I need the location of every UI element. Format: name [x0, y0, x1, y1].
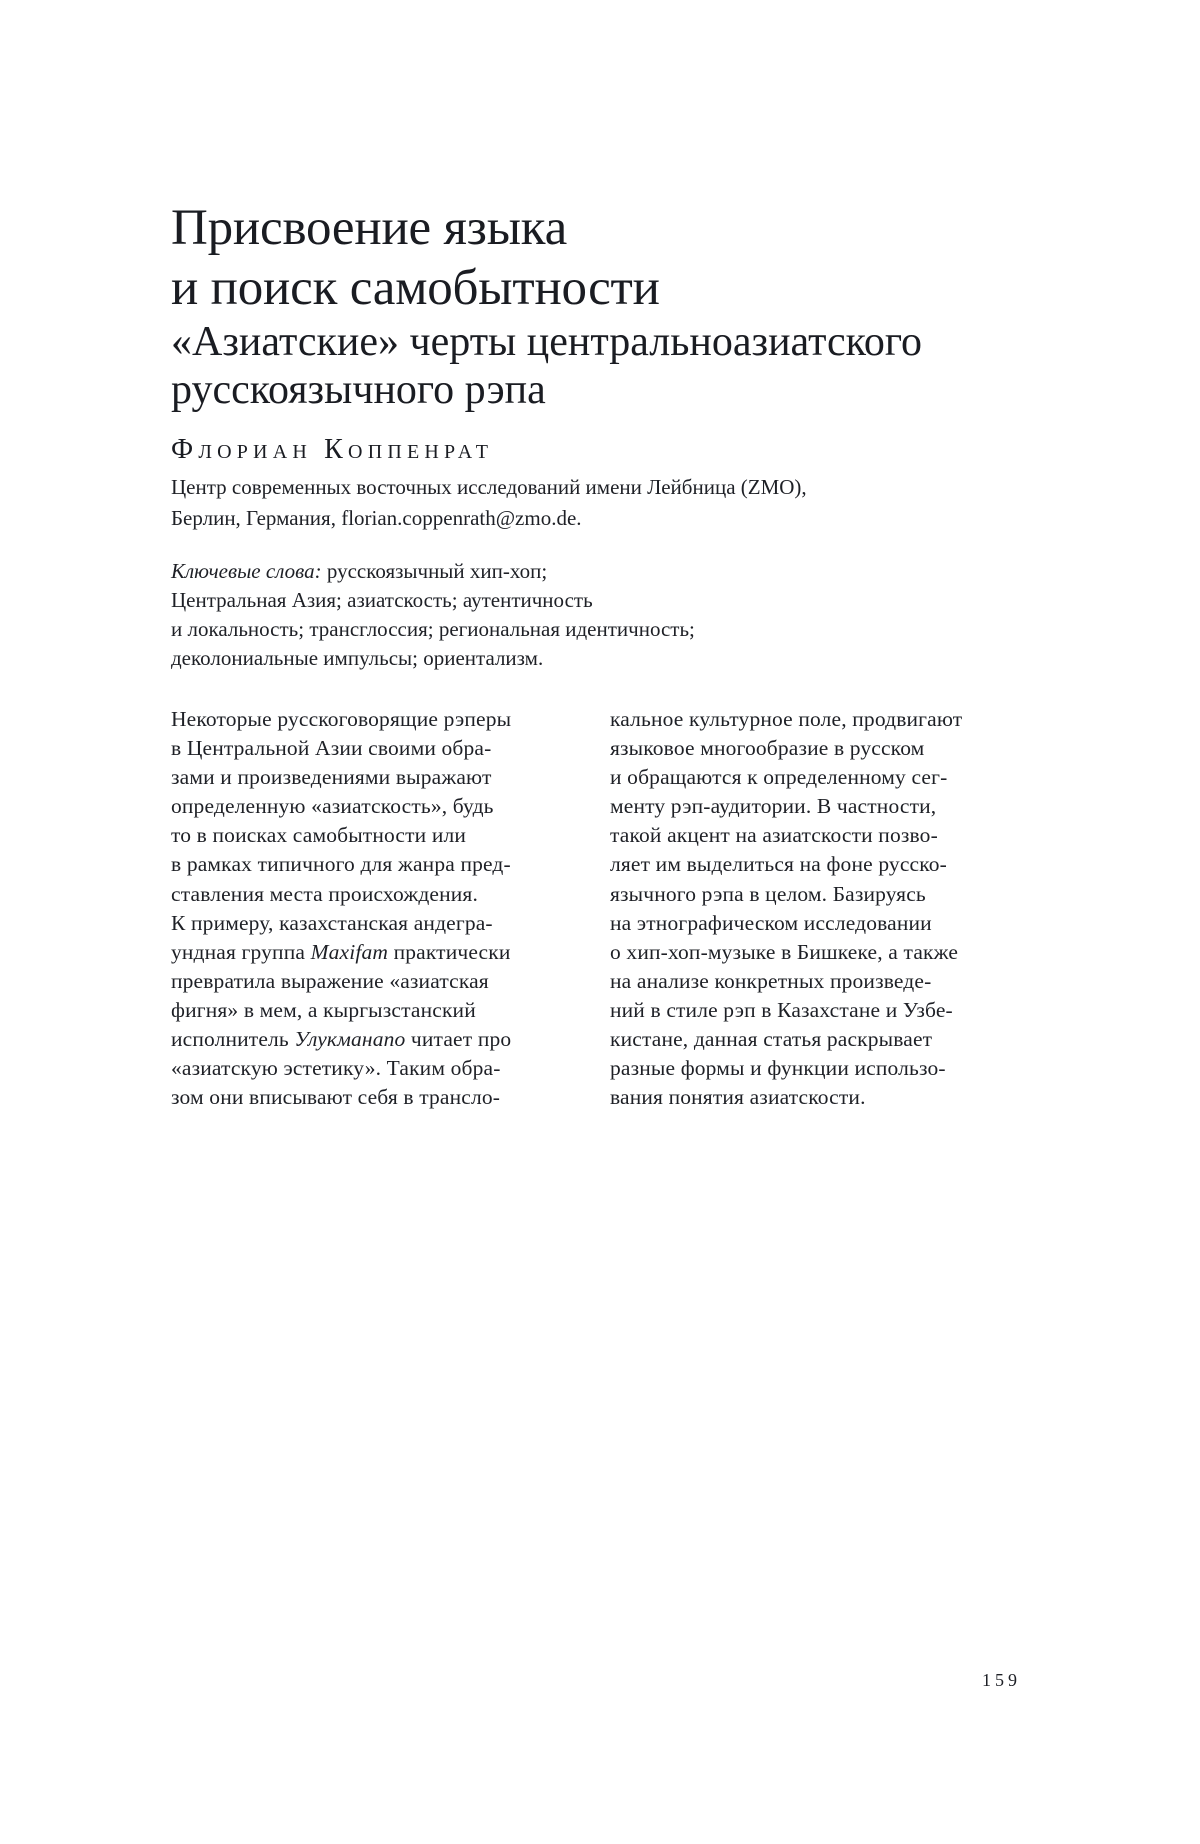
abstract-line	[171, 1025, 511, 1054]
abstract-line: ставления места происхождения.	[171, 881, 478, 906]
keywords-label: Ключевые слова:	[171, 559, 322, 583]
keywords-block	[171, 557, 695, 673]
page-number: 159	[982, 1670, 1021, 1690]
abstract-text: ундная группа	[171, 939, 311, 964]
abstract-line: на анализе конкретных произведе-	[610, 968, 932, 993]
article-subtitle-line-1: «Азиатские» черты центральноазиатского	[171, 319, 923, 365]
abstract-line: вания понятия азиатскости.	[610, 1085, 866, 1110]
abstract-line: о хип-хоп-музыке в Бишкеке, а также	[610, 939, 959, 964]
abstract-line: в Центральной Азии своими обра-	[171, 736, 492, 761]
abstract-line: язычного рэпа в целом. Базируясь	[610, 881, 926, 906]
abstract-line	[171, 938, 511, 967]
abstract-line: на этнографическом исследовании	[610, 910, 932, 935]
abstract-line: Некоторые русскоговорящие рэперы	[171, 707, 512, 731]
article-subtitle-line-2: русскоязычного рэпа	[171, 367, 546, 413]
keywords-line-1	[171, 557, 695, 586]
abstract-text: исполнитель	[171, 1027, 295, 1052]
author-name: Флориан Коппенрат	[171, 434, 494, 465]
abstract-text: практически	[388, 939, 511, 964]
abstract-line: определенную «азиатскость», будь	[171, 794, 494, 819]
abstract-line: и обращаются к определенному сег-	[610, 765, 948, 790]
article-title-line-2: и поиск самобытности	[171, 260, 660, 316]
abstract-line: превратила выражение «азиатская	[171, 968, 489, 993]
artist-name-ulukmanapo: Улукманапо	[294, 1027, 406, 1052]
abstract-right-column	[610, 705, 962, 1112]
abstract-line: языковое многообразие в русском	[610, 736, 925, 761]
affiliation-line-1: Центр современных восточных исследований имени Лейбница (ZMO),	[171, 475, 807, 499]
abstract-text: читает про	[405, 1027, 512, 1052]
abstract-line: в рамках типичного для жанра пред-	[171, 852, 511, 877]
band-name-maxifam: Maxifam	[310, 939, 389, 964]
abstract-line: фигня» в мем, а кыргызстанский	[171, 997, 476, 1022]
article-title-line-1: Присвоение языка	[171, 200, 568, 256]
abstract-line: «азиатскую эстетику». Таким обра-	[171, 1056, 501, 1081]
keywords-line-2: Центральная Азия; азиатскость; аутентичность	[171, 588, 593, 612]
keywords-line-4: деколониальные импульсы; ориентализм.	[171, 646, 544, 670]
abstract-line: такой акцент на азиатскости позво-	[610, 823, 938, 848]
author-affiliation	[171, 472, 807, 534]
abstract-line: кальное культурное поле, продвигают	[610, 707, 963, 731]
abstract-line: зами и произведениями выражают	[171, 765, 492, 790]
affiliation-line-2: Берлин, Германия, florian.coppenrath@zmo.de.	[171, 506, 582, 530]
abstract-left-column	[171, 705, 511, 1112]
keywords-line-3: и локальность; трансглоссия; региональная идентичность;	[171, 617, 695, 641]
abstract-line: кистане, данная статья раскрывает	[610, 1027, 933, 1052]
abstract-line: зом они вписывают себя в трансло-	[171, 1085, 501, 1110]
abstract-line: то в поисках самобытности или	[171, 823, 467, 848]
article-title-block	[171, 198, 1071, 414]
abstract-line: К примеру, казахстанская андегра-	[171, 910, 493, 935]
abstract-line: менту рэп-аудитории. В частности,	[610, 794, 937, 819]
keywords-text-1: русскоязычный хип-хоп;	[321, 559, 548, 583]
abstract-line: разные формы и функции использо-	[610, 1056, 946, 1081]
abstract-line: ляет им выделиться на фоне русско-	[610, 852, 947, 877]
abstract-line: ний в стиле рэп в Казахстане и Узбе-	[610, 997, 953, 1022]
